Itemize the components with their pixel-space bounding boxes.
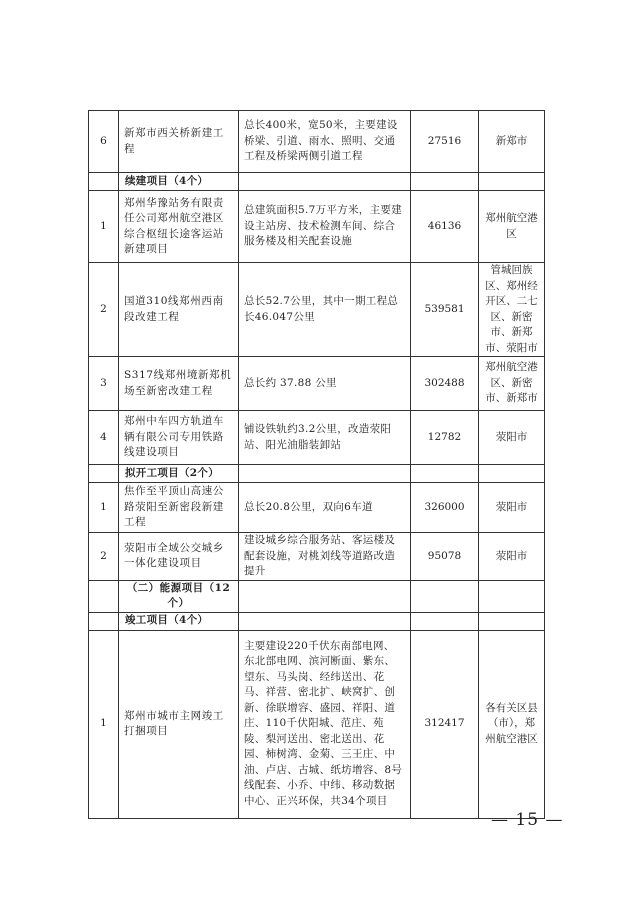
blank-cell: [89, 580, 119, 612]
row-number: 2: [89, 533, 119, 581]
project-name: 郑州中车四方轨道车辆有限公司专用铁路线建设项目: [119, 411, 239, 465]
project-investment: 46136: [411, 191, 479, 263]
row-number: 1: [89, 191, 119, 263]
project-description: 建设城乡综合服务站、客运楼及配套设施，对桃刘线等道路改造提升: [239, 533, 411, 581]
project-name: 郑州华豫站务有限责任公司郑州航空港区综合枢纽长途客运站新建项目: [119, 191, 239, 263]
blank-cell: [239, 465, 411, 483]
row-number: 1: [89, 483, 119, 533]
project-name: 焦作至平顶山高速公路荥阳至新密段新建工程: [119, 483, 239, 533]
row-number: 2: [89, 263, 119, 357]
project-location: 荥阳市: [479, 483, 545, 533]
blank-cell: [479, 580, 545, 612]
project-description: 总长52.7公里，其中一期工程总长46.047公里: [239, 263, 411, 357]
project-description: 总长400米，宽50米，主要建设桥梁、引道、雨水、照明、交通工程及桥梁两侧引道工程: [239, 111, 411, 173]
blank-cell: [479, 612, 545, 630]
project-name: 荥阳市全域公交城乡一体化建设项目: [119, 533, 239, 581]
row-number: 3: [89, 357, 119, 411]
row-number: 1: [89, 630, 119, 818]
page-number: — 15 —: [491, 810, 564, 830]
project-name: S317线郑州境新郑机场至新密改建工程: [119, 357, 239, 411]
blank-cell: [411, 173, 479, 191]
section-row: [89, 612, 545, 630]
blank-cell: [89, 173, 119, 191]
row-number: 4: [89, 411, 119, 465]
project-location: 新郑市: [479, 111, 545, 173]
project-description: 总长20.8公里，双向6车道: [239, 483, 411, 533]
project-location: 郑州航空港区、新密市、新郑市: [479, 357, 545, 411]
project-investment: 326000: [411, 483, 479, 533]
project-location: 郑州航空港区: [479, 191, 545, 263]
project-investment: 27516: [411, 111, 479, 173]
blank-cell: [411, 465, 479, 483]
blank-cell: [239, 612, 411, 630]
project-description: 铺设铁轨约3.2公里，改造荥阳站、阳光油脂装卸站: [239, 411, 411, 465]
table-row: [89, 263, 545, 357]
section-planned-title: 拟开工项目（2个）: [119, 465, 239, 483]
blank-cell: [411, 580, 479, 612]
blank-cell: [479, 173, 545, 191]
project-description: 总长约 37.88 公里: [239, 357, 411, 411]
section-row: [89, 580, 545, 612]
table-row: [89, 411, 545, 465]
project-description: 总建筑面积5.7万平方米，主要建设主站房、技术检测车间、综合服务楼及相关配套设施: [239, 191, 411, 263]
table-row: [89, 483, 545, 533]
blank-cell: [239, 173, 411, 191]
blank-cell: [411, 612, 479, 630]
table-row: [89, 111, 545, 173]
project-investment: 539581: [411, 263, 479, 357]
table-row: [89, 191, 545, 263]
section-energy-title: （二）能源项目（12个）: [119, 580, 239, 612]
section-row: [89, 173, 545, 191]
project-location: 荥阳市: [479, 533, 545, 581]
project-name: 新郑市西关桥新建工程: [119, 111, 239, 173]
blank-cell: [89, 612, 119, 630]
section-completed-title: 竣工项目（4个）: [119, 612, 239, 630]
project-table: [88, 110, 545, 819]
blank-cell: [89, 465, 119, 483]
project-investment: 312417: [411, 630, 479, 818]
project-location: 荥阳市: [479, 411, 545, 465]
project-name: 郑州市城市主网竣工打捆项目: [119, 630, 239, 818]
project-description: 主要建设220千伏东南部电网、东北部电网、滨河断面、紫东、望东、马头岗、经纬送出、花马、祥营、密北扩、峡窝扩、创新、徐联增容、盛园、祥阳、道庄、110千伏阳城、范庄、苑陵、梨河送出、密北送出、花园、柿树湾、金菊、三王庄、中油、卢店、古城、纸坊增容、8号线配套、小乔、中纬、移动数据中心、正兴环保，共34个项目: [239, 630, 411, 818]
project-location: 管城回族区、郑州经开区、二七区、新密市、新郑市、荥阳市: [479, 263, 545, 357]
project-name: 国道310线郑州西南段改建工程: [119, 263, 239, 357]
project-investment: 95078: [411, 533, 479, 581]
table-row: [89, 533, 545, 581]
table-row: [89, 357, 545, 411]
project-investment: 302488: [411, 357, 479, 411]
project-investment: 12782: [411, 411, 479, 465]
blank-cell: [239, 580, 411, 612]
table-row: [89, 630, 545, 818]
section-row: [89, 465, 545, 483]
project-location: 各有关区县（市），郑州航空港区: [479, 630, 545, 818]
row-number: 6: [89, 111, 119, 173]
blank-cell: [479, 465, 545, 483]
section-continuing-title: 续建项目（4个）: [119, 173, 239, 191]
